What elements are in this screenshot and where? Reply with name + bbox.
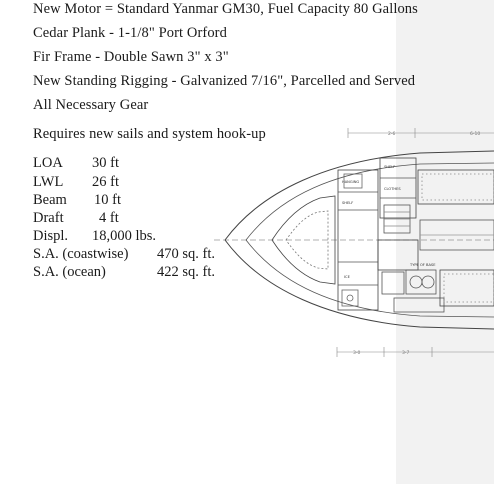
- plan-tag-type-of-base: TYPE OF BASE: [410, 263, 436, 267]
- feature-line-frame: Fir Frame - Double Sawn 3" x 3": [33, 49, 229, 65]
- plan-dim-top: 2-6: [388, 132, 396, 137]
- feature-line-motor: New Motor = Standard Yanmar GM30, Fuel Capacity 80 Gallons: [33, 1, 418, 17]
- spec-value: 18,000 lbs.: [92, 228, 157, 244]
- spec-value: 30 ft: [92, 155, 119, 171]
- feature-line-plank: Cedar Plank - 1-1/8" Port Orford: [33, 25, 227, 41]
- plan-tag-shelf-2: SHELF: [342, 201, 354, 205]
- spec-label: Draft: [33, 210, 64, 226]
- plan-station-mark: 6-10: [470, 132, 481, 137]
- plan-dim-bottom-b: 3-7: [402, 351, 410, 356]
- feature-line-gear: All Necessary Gear: [33, 97, 149, 113]
- spec-value: 4 ft: [99, 210, 119, 226]
- feature-line-rigging: New Standing Rigging - Galvanized 7/16", Parcelled and Served: [33, 73, 416, 89]
- spec-label: LOA: [33, 155, 63, 171]
- plan-tag-ice: ICE: [344, 275, 350, 279]
- plan-tag-hanging: HANGING: [342, 180, 360, 184]
- spec-label: Displ.: [33, 228, 69, 244]
- plan-tag-shelf: SHELF: [384, 165, 396, 169]
- spec-label: Beam: [33, 192, 67, 208]
- plan-tag-clothes: CLOTHES: [384, 187, 401, 191]
- spec-label: S.A. (coastwise): [33, 246, 129, 262]
- spec-value: 470 sq. ft.: [157, 246, 215, 262]
- spec-value: 422 sq. ft.: [157, 264, 215, 280]
- plan-dim-bottom-a: 3-0: [353, 351, 361, 356]
- spec-label: LWL: [33, 174, 64, 190]
- spec-value: 10 ft: [94, 192, 121, 208]
- note-line: Requires new sails and system hook-up: [33, 126, 266, 142]
- spec-value: 26 ft: [92, 174, 119, 190]
- spec-label: S.A. (ocean): [33, 264, 106, 280]
